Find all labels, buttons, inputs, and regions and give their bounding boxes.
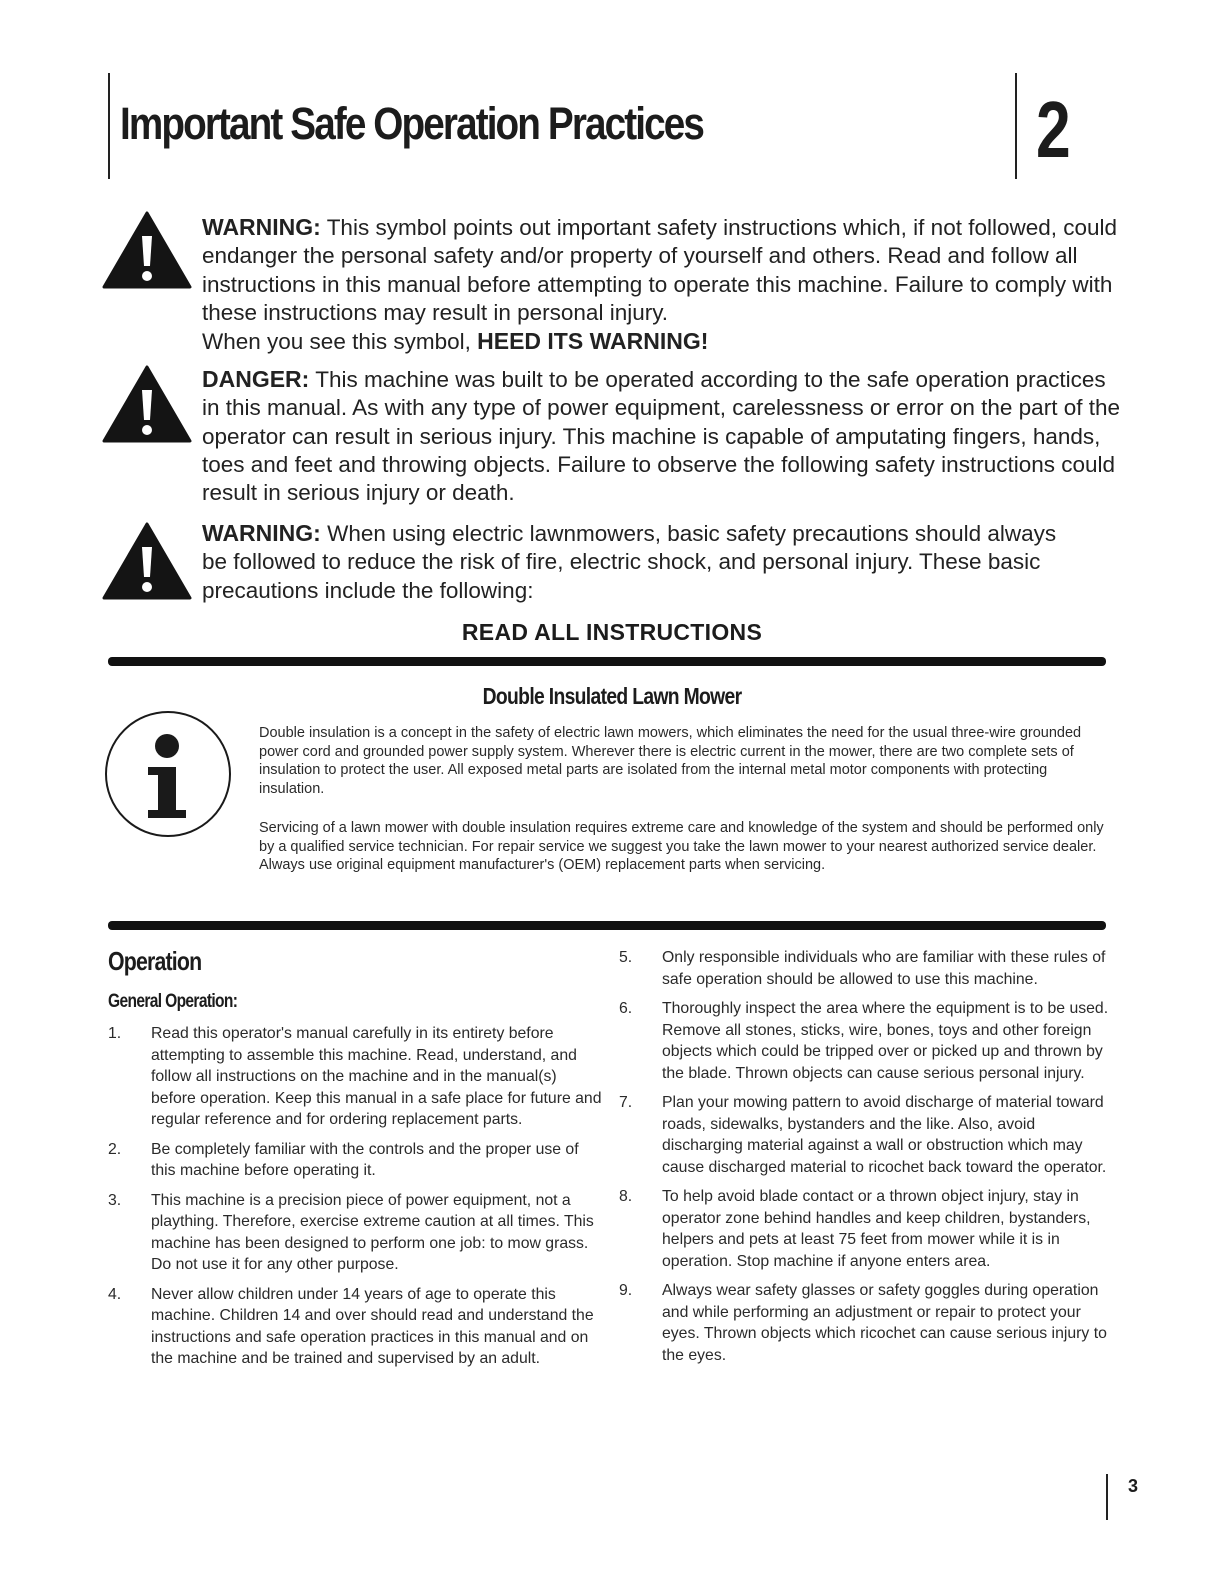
list-item-text: Read this operator's manual carefully in its entirety before attempting to assemble this machine. Read, understand, and follow all instructions on the machine and in the manual(s) before operation. Keep this manual in a safe place for future and regular reference and for ordering replacement parts. <box>151 1025 602 1128</box>
general-operation-subheading: General Operation: <box>108 991 238 1012</box>
title-left-bar <box>108 73 110 179</box>
list-item <box>619 1092 1109 1178</box>
list-item <box>619 1280 1109 1366</box>
list-item <box>108 1023 602 1131</box>
list-item-number: 6. <box>619 1000 633 1017</box>
list-item-text: Only responsible individuals who are familiar with these rules of safe operation should be allowed to use this machine. <box>662 949 1106 988</box>
danger-text: This machine was built to be operated according to the safe operation practices in this manual. As with any type of power equipment, carelessness or error on the part of the operator can result in serious injury. This machine is capable of amputating fingers, hands, toes and feet and throwing objects. Failure to observe the following safety instructions could result in serious injury or death. <box>202 367 1120 506</box>
double-insulated-title <box>0 683 1224 710</box>
list-item-number: 2. <box>108 1140 122 1158</box>
list-item <box>619 1186 1109 1272</box>
list-item-number: 7. <box>619 1094 633 1111</box>
danger-triangle-icon <box>102 364 192 444</box>
warning-triangle-icon <box>102 521 192 601</box>
warning-text: When using electric lawnmowers, basic safety precautions should always be followed to reduce the risk of fire, electric shock, and personal injury. These basic precautions include the following: <box>202 521 1057 603</box>
divider-rule-bottom <box>108 921 1106 930</box>
list-item-text: To help avoid blade contact or a thrown object injury, stay in operator zone behind handles and keep children, bystanders, helpers and pets at least 75 feet from mower while it is in operation. Stop machine if anyone enters area. <box>662 1188 1091 1270</box>
chapter-divider-bar <box>1015 73 1017 179</box>
list-item-number: 9. <box>619 1282 633 1299</box>
warning-label: WARNING: <box>202 520 321 546</box>
list-item <box>108 1190 602 1276</box>
list-item <box>619 947 1109 990</box>
heed-warning: HEED ITS WARNING! <box>477 328 709 355</box>
danger-label: DANGER: <box>202 366 310 392</box>
list-item <box>108 1284 602 1370</box>
list-item-text: Plan your mowing pattern to avoid discharge of material toward roads, sidewalks, bystanders and the like. Also, avoid discharging material against a wall or obstruction which may cause discharged material to ricochet back toward the operator. <box>662 1094 1107 1176</box>
operation-list-left <box>108 1023 602 1378</box>
list-item <box>619 998 1109 1084</box>
read-all-instructions: READ ALL INSTRUCTIONS <box>461 619 763 645</box>
list-item-text: This machine is a precision piece of power equipment, not a plaything. Therefore, exercise extreme caution at all times. This machine has been designed to perform one job: to mow grass. Do not use it for any other purpose. <box>151 1191 594 1273</box>
heed-prefix: When you see this symbol, <box>202 329 478 355</box>
warning-text: This symbol points out important safety instructions which, if not followed, could endanger the personal safety and/or property of yourself and others. Read and follow all instructions in this manual before attempting to operate this machine. Failure to comply with these instructions may result in personal injury. <box>202 215 1118 325</box>
chapter-number: 2 <box>1036 85 1071 174</box>
list-item-number: 3. <box>108 1191 122 1209</box>
double-insulated-paragraph-1: Double insulation is a concept in the safety of electric lawn mowers, which eliminates the need for the usual three-wire grounded power cord and grounded power supply system. Wherever there is electric current in the mower, there are two complete sets of insulation to protect the user. All exposed metal parts are isolated from the internal metal motor components with protecting insulation. <box>259 725 1082 797</box>
list-item-number: 8. <box>619 1188 633 1205</box>
double-insulated-paragraph-2: Servicing of a lawn mower with double insulation requires extreme care and knowledge of the system and should be performed only by a qualified service technician. For repair service we suggest you take the lawn mower to your nearest authorized service dealer. Always use original equipment manufacturer's (OEM) replacement parts when servicing. <box>259 820 1104 874</box>
list-item-number: 4. <box>108 1285 122 1303</box>
list-item-text: Never allow children under 14 years of age to operate this machine. Children 14 and over should read and understand the instructions and safe operation practices in this manual and on the machine and be trained and supervised by an adult. <box>151 1285 594 1367</box>
warning-paragraph-2 <box>202 519 1072 605</box>
warning-triangle-icon <box>102 210 192 290</box>
list-item <box>108 1139 602 1182</box>
warning-label: WARNING: <box>202 214 321 240</box>
warning-paragraph-1 <box>202 213 1122 356</box>
page-title: Important Safe Operation Practices <box>120 98 704 149</box>
list-item-number: 5. <box>619 949 633 966</box>
page-number: 3 <box>1128 1476 1139 1496</box>
list-item-text: Thoroughly inspect the area where the equipment is to be used. Remove all stones, sticks, wire, bones, toys and other foreign objects which could be tripped over or picked up and thrown by the blade. Thrown objects can cause serious personal injury. <box>662 1000 1109 1082</box>
double-insulated-heading: Double Insulated Lawn Mower <box>482 683 742 709</box>
list-item-number: 1. <box>108 1025 122 1042</box>
operation-heading: Operation <box>108 946 202 976</box>
info-icon <box>104 710 232 838</box>
divider-rule-top <box>108 657 1106 666</box>
page-number-bar <box>1106 1474 1108 1520</box>
list-item-text: Always wear safety glasses or safety goggles during operation and while performing an adjustment or repair to protect your eyes. Thrown objects which ricochet can cause serious injury to the eyes. <box>662 1282 1107 1364</box>
list-item-text: Be completely familiar with the controls and the proper use of this machine before operating it. <box>151 1140 579 1179</box>
danger-paragraph <box>202 365 1122 507</box>
operation-list-right <box>619 947 1109 1374</box>
